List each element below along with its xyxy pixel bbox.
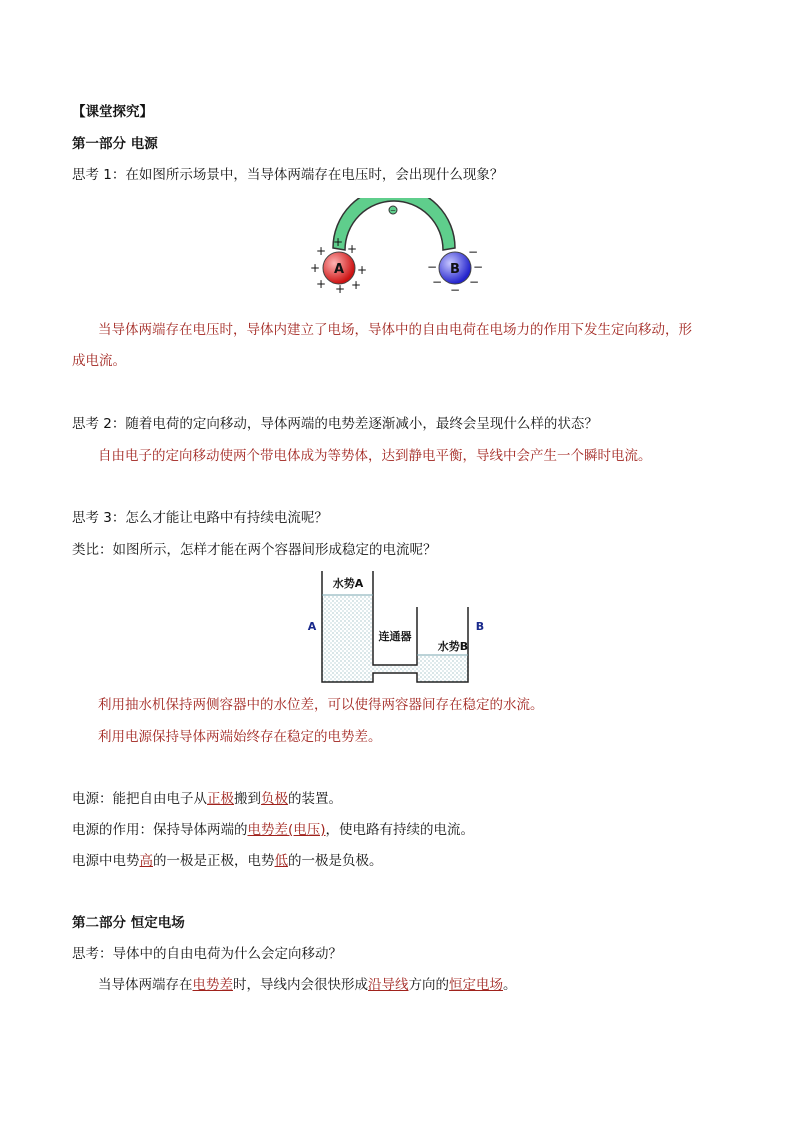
blank-answer: 恒定电场 — [449, 977, 503, 993]
question-2: 思考 2：随着电荷的定向移动，导体两端的电势差逐渐减小，最终会呈现什么样的状态？ — [72, 416, 598, 432]
minus-sign: − — [449, 283, 461, 297]
plus-sign: + — [309, 261, 321, 275]
part2-title: 第二部分 恒定电场 — [72, 915, 185, 931]
container-a-label: A — [307, 620, 317, 633]
answer-3-line2: 利用电源保持导体两端始终存在稳定的电势差。 — [98, 729, 382, 745]
blank-answer: 低 — [274, 853, 288, 869]
plus-sign: + — [350, 278, 362, 292]
sphere-a-label: A — [333, 262, 345, 277]
part2-question: 思考：导体中的自由电荷为什么会定向移动？ — [72, 946, 342, 962]
blank-answer: 沿导线 — [368, 977, 409, 993]
minus-sign: − — [426, 260, 438, 274]
answer-2: 自由电子的定向移动使两个带电体成为等势体，达到静电平衡，导线中会产生一个瞬时电流。 — [98, 448, 652, 464]
definition-power-source: 电源：能把自由电子从正极搬到负极的装置。 — [72, 791, 342, 807]
water-b — [417, 655, 468, 682]
question-3: 思考 3：怎么才能让电路中有持续电流呢？ — [72, 510, 328, 526]
water-level-b-label: 水势B — [437, 640, 469, 653]
definition-power-role: 电源的作用：保持导体两端的电势差(电压)，使电路有持续的电流。 — [72, 822, 475, 838]
minus-sign: − — [431, 275, 443, 289]
blank-answer: 电势差(电压) — [247, 822, 326, 838]
svg-text:−: − — [390, 206, 396, 215]
connector-label: 连通器 — [378, 630, 412, 643]
answer-1-line1: 当导体两端存在电压时，导体内建立了电场，导体中的自由电荷在电场力的作用下发生定向移动，形 — [98, 322, 692, 338]
minus-sign: − — [467, 245, 479, 259]
part2-answer: 当导体两端存在电势差时，导线内会很快形成沿导线方向的恒定电场。 — [98, 977, 517, 993]
blank-answer: 负极 — [261, 791, 288, 807]
answer-1-line2: 成电流。 — [72, 353, 126, 369]
blank-answer: 电势差 — [192, 977, 233, 993]
part1-title: 第一部分 电源 — [72, 136, 158, 152]
question-1: 思考 1：在如图所示场景中，当导体两端存在电压时，会出现什么现象？ — [72, 167, 504, 183]
water-a — [322, 595, 373, 682]
container-b-label: B — [475, 620, 485, 633]
connector-water — [373, 665, 417, 673]
section-header: 【课堂探究】 — [72, 104, 153, 120]
plus-sign: + — [334, 282, 346, 296]
plus-sign: + — [356, 263, 368, 277]
plus-sign: + — [346, 242, 358, 256]
definition-poles: 电源中电势高的一极是正极，电势低的一极是负极。 — [72, 853, 383, 869]
analogy-question: 类比：如图所示，怎样才能在两个容器间形成稳定的电流呢？ — [72, 542, 437, 558]
water-level-a-label: 水势A — [332, 577, 364, 590]
sphere-b-label: B — [450, 262, 460, 277]
blank-answer: 正极 — [207, 791, 234, 807]
plus-sign: + — [332, 235, 344, 249]
plus-sign: + — [315, 277, 327, 291]
connected-containers-diagram — [300, 568, 500, 686]
plus-sign: + — [315, 244, 327, 258]
minus-sign: − — [472, 260, 484, 274]
charged-spheres-diagram — [300, 198, 500, 298]
answer-3-line1: 利用抽水机保持两侧容器中的水位差，可以使得两容器间存在稳定的水流。 — [98, 697, 544, 713]
minus-sign: − — [468, 275, 480, 289]
blank-answer: 高 — [139, 853, 153, 869]
